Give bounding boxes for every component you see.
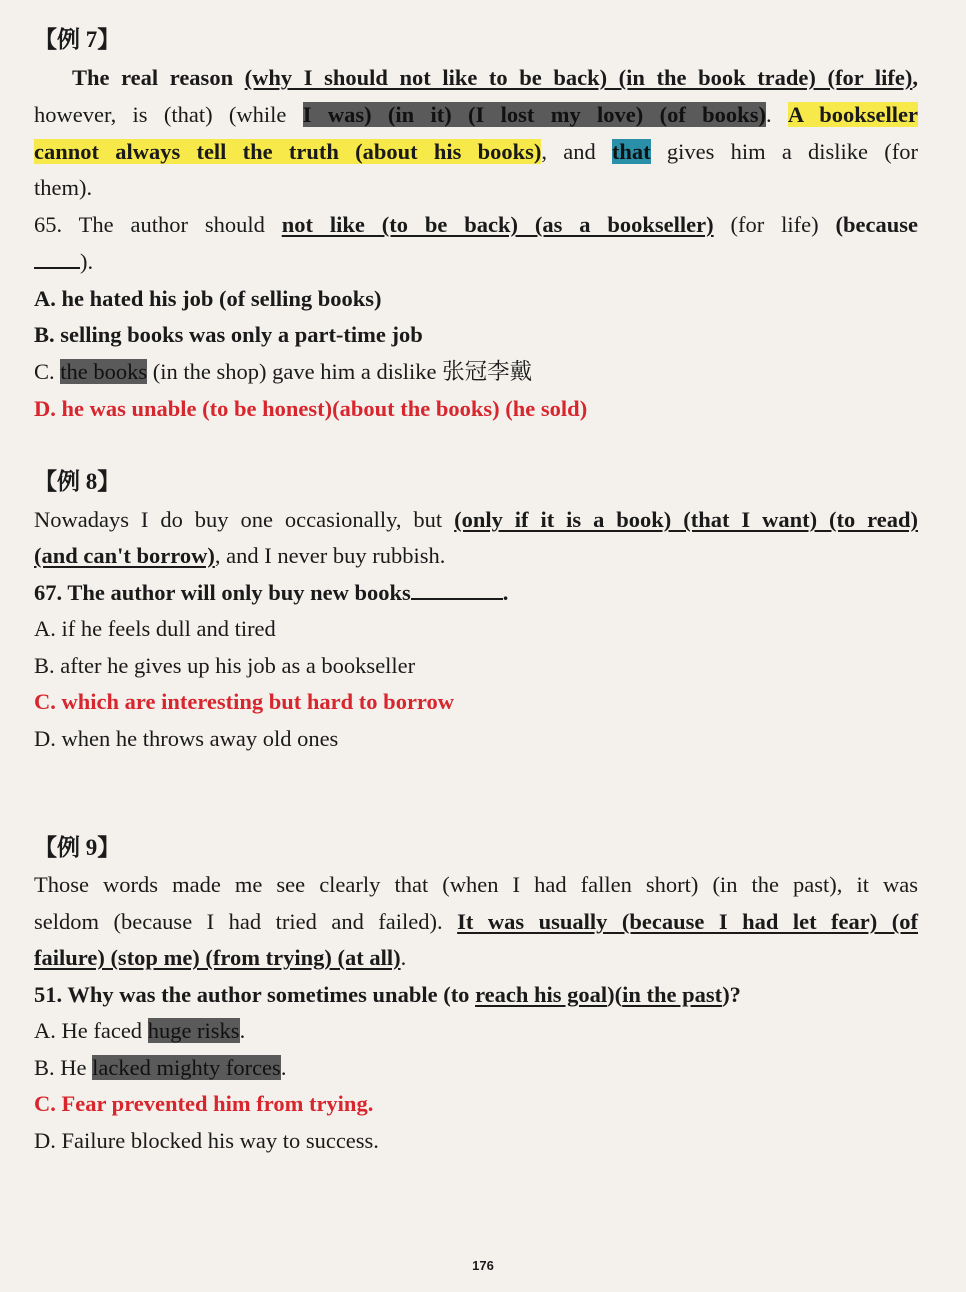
text-segment: however, is (that) (while: [34, 102, 303, 127]
example-7-line-2: [34, 97, 918, 134]
option-65-b: B. selling books was only a part-time job: [34, 322, 423, 347]
example-8-heading: 【例 8】: [34, 469, 121, 494]
example-7-heading: 【例 7】: [34, 27, 121, 52]
highlighted-word: that: [611, 139, 651, 164]
option-65-c: [34, 354, 918, 391]
example-9-heading: 【例 9】: [34, 835, 121, 860]
text-segment: 51. Why was the author sometimes unable (to: [34, 982, 476, 1007]
text-segment: seldom (because I had tried and failed).: [34, 909, 458, 934]
example-9-line-2: [34, 904, 918, 941]
page-number: 176: [472, 1258, 494, 1273]
highlighted-phrase: the books: [60, 359, 148, 384]
underlined-clause: (only if it is a book) (that I want) (to read): [454, 507, 919, 532]
text-segment: )(: [607, 982, 623, 1007]
underlined-phrase: in the past: [622, 982, 723, 1007]
example-8-line-2: [34, 538, 918, 575]
text-segment: , and I never buy rubbish.: [214, 543, 446, 568]
example-7-line-4: them).: [34, 175, 93, 200]
text-segment: Nowadays I do buy one occasionally, but: [34, 507, 455, 532]
question-67: [34, 575, 918, 612]
text-segment: .: [765, 102, 788, 127]
text-segment: (in the shop) gave him a dislike 张冠李戴: [147, 359, 533, 384]
text-segment: .: [400, 945, 407, 970]
underlined-clause: failure) (stop me) (from trying) (at all): [34, 945, 401, 970]
text-segment: B. He: [34, 1055, 93, 1080]
option-51-b: [34, 1050, 918, 1087]
text-segment: .: [280, 1055, 287, 1080]
text-segment: .: [239, 1018, 246, 1043]
text-segment: (because: [835, 212, 918, 237]
underlined-clause: (why I should not like to be back) (in the book trade) (for life): [244, 65, 913, 90]
text-segment: gives him a dislike (for: [650, 139, 918, 164]
question-51: [34, 977, 918, 1014]
text-segment: )?: [722, 982, 741, 1007]
underlined-phrase: not like (to be back) (as a bookseller): [281, 212, 714, 237]
underlined-phrase: reach his goal: [475, 982, 608, 1007]
text-segment: (for life): [713, 212, 836, 237]
text-segment: C.: [34, 359, 61, 384]
highlighted-sentence-start: A bookseller: [787, 102, 919, 127]
text-segment: The real reason: [72, 65, 245, 90]
example-9-line-1: Those words made me see clearly that (when I had fallen short) (in the past), it was: [34, 872, 918, 897]
highlighted-clause: I was) (in it) (I lost my love) (of books): [302, 102, 766, 127]
question-65: [34, 207, 918, 244]
underlined-clause: (and can't borrow): [34, 543, 215, 568]
option-65-a: A. he hated his job (of selling books): [34, 286, 382, 311]
text-segment: ,: [912, 65, 918, 90]
example-7-line-3: [34, 134, 918, 171]
option-67-a: A. if he feels dull and tired: [34, 616, 276, 641]
example-8-line-1: [34, 502, 918, 539]
text-segment: A. He faced: [34, 1018, 148, 1043]
example-7-line-1: [34, 60, 918, 97]
text-segment: , and: [541, 139, 612, 164]
text-segment: 67. The author will only buy new books: [34, 580, 411, 605]
highlighted-phrase: lacked mighty forces: [92, 1055, 281, 1080]
answer-blank: [34, 245, 80, 269]
option-67-c: C. which are interesting but hard to borrow: [34, 689, 455, 714]
question-65-blank-line: [34, 244, 918, 281]
text-segment: .: [502, 580, 509, 605]
answer-blank: [411, 576, 503, 600]
highlighted-phrase: huge risks: [147, 1018, 240, 1043]
option-51-c: C. Fear prevented him from trying.: [34, 1091, 374, 1116]
underlined-clause: It was usually (because I had let fear) (of: [457, 909, 918, 934]
option-65-d: D. he was unable (to be honest)(about the books) (he sold): [34, 396, 588, 421]
option-51-d: D. Failure blocked his way to success.: [34, 1128, 379, 1153]
option-67-d: D. when he throws away old ones: [34, 726, 339, 751]
example-9-line-3: [34, 940, 918, 977]
highlighted-sentence: cannot always tell the truth (about his books): [34, 139, 542, 164]
option-67-b: B. after he gives up his job as a bookseller: [34, 653, 416, 678]
option-51-a: [34, 1013, 918, 1050]
text-segment: 65. The author should: [34, 212, 282, 237]
text-segment: ).: [80, 249, 94, 274]
